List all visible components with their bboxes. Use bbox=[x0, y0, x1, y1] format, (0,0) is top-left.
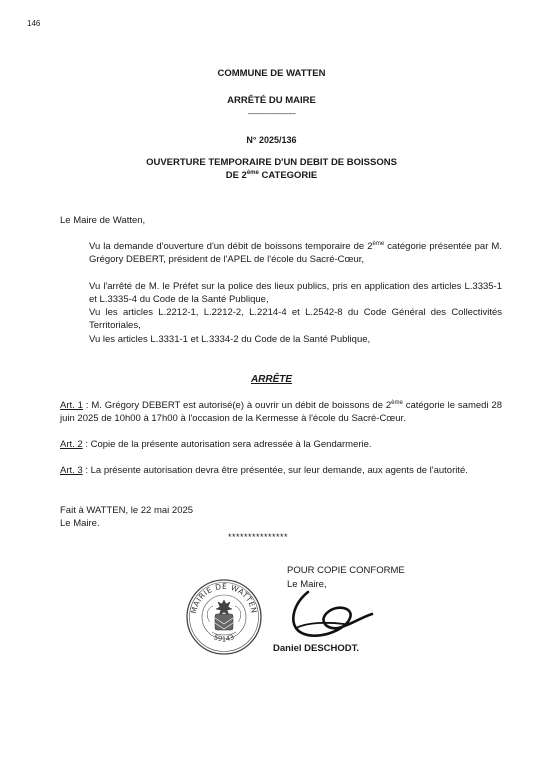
separator-stars: *************** bbox=[228, 532, 289, 542]
vu-paragraph-4: Vu les articles L.3331-1 et L.3334-2 du Code de la Santé Publique, bbox=[89, 334, 371, 345]
place-date: Fait à WATTEN, le 22 mai 2025 bbox=[60, 505, 194, 516]
signer-title: Le Maire. bbox=[60, 518, 100, 529]
subject-line-1: OUVERTURE TEMPORAIRE D'UN DEBIT DE BOISSONS bbox=[146, 157, 397, 168]
vu-paragraph-3: Vu les articles L.2212-1, L.2212-2, L.2214-4 et L.2542-8 du Code Général des Collectivités Territoriales, bbox=[89, 307, 502, 331]
vu-paragraph-1: Vu la demande d'ouverture d'un débit de boissons temporaire de 2ème catégorie présentée par M. Grégory DEBERT, président de l'APEL de l'école du Sacré-Cœur, bbox=[89, 241, 502, 265]
svg-text:MAIRIE DE WATTEN: MAIRIE DE WATTEN bbox=[189, 581, 259, 615]
article-2: Art. 2 : Copie de la présente autorisation sera adressée à la Gendarmerie. bbox=[60, 439, 372, 450]
arrete-heading: ARRÊTE bbox=[250, 374, 293, 385]
intro-line: Le Maire de Watten, bbox=[60, 215, 146, 226]
article-3: Art. 3 : La présente autorisation devra être présentée, sur leur demande, aux agents de l'autorité. bbox=[60, 465, 468, 476]
mayor-name: Daniel DESCHODT. bbox=[273, 643, 360, 654]
article-1-label: Art. 1 bbox=[60, 400, 83, 411]
article-3-label: Art. 3 bbox=[60, 465, 83, 476]
svg-text:59143: 59143 bbox=[212, 633, 236, 644]
commune-header: COMMUNE DE WATTEN bbox=[217, 68, 326, 79]
vu-paragraph-2: Vu l'arrêté de M. le Préfet sur la police des lieux publics, pris en application des articles L.3335-1 et L.3335-4 du Code de la Santé Publique, bbox=[89, 281, 502, 305]
town-seal bbox=[185, 578, 263, 656]
document-title: ARRÊTÉ DU MAIRE bbox=[227, 95, 316, 106]
title-divider: -------------------------- bbox=[247, 111, 296, 118]
copy-conforme: POUR COPIE CONFORME bbox=[287, 565, 405, 576]
subject-line-2: DE 2ème CATEGORIE bbox=[225, 170, 318, 181]
article-1: Art. 1 : M. Grégory DEBERT est autorisé(e) à ouvrir un débit de boissons de 2ème catégorie le samedi 28 juin 2025 de 10h00 à 17h00 à l'occasion de la Kermesse à l'école du Sacré-Cœur. bbox=[60, 400, 503, 424]
decree-number: N° 2025/136 bbox=[246, 135, 297, 145]
article-2-label: Art. 2 bbox=[60, 439, 83, 450]
copy-signer: Le Maire, bbox=[287, 579, 327, 590]
page-number: 146 bbox=[27, 19, 41, 28]
